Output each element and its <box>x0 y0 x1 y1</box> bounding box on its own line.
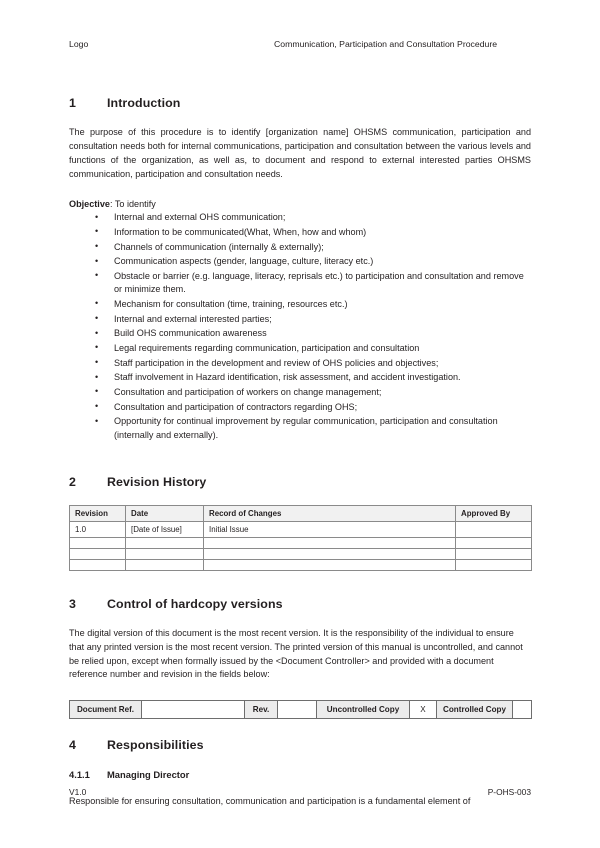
cell-controlled-copy-label: Controlled Copy <box>437 701 513 719</box>
list-item: • Internal and external OHS communication; <box>69 211 531 224</box>
cell-document-ref-value[interactable] <box>142 701 245 719</box>
document-header <box>69 0 531 49</box>
cell-approved-by <box>456 548 532 559</box>
table-row <box>70 521 532 537</box>
cell-approved-by <box>456 537 532 548</box>
heading-hardcopy-control <box>69 597 531 611</box>
logo-placeholder: Logo <box>69 39 89 49</box>
objective-label: Objective <box>69 198 110 209</box>
objective-text: : To identify <box>109 198 156 209</box>
list-item: • Legal requirements regarding communication, participation and consultation <box>69 342 531 355</box>
revision-history-table <box>69 505 532 571</box>
cell-approved-by <box>456 559 532 570</box>
heading-revision-history <box>69 475 531 489</box>
heading-hardcopy-control-number: 3 <box>69 596 76 611</box>
footer-doc-id: P-OHS-003 <box>487 787 531 797</box>
cell-record-of-changes <box>204 548 456 559</box>
list-item: • Information to be communicated(What, When, how and whom) <box>69 226 531 239</box>
heading-hardcopy-control-title: Control of hardcopy versions <box>107 596 283 611</box>
heading-managing-director <box>69 769 531 780</box>
heading-responsibilities-title: Responsibilities <box>107 738 204 753</box>
cell-approved-by <box>456 521 532 537</box>
cell-uncontrolled-copy-mark[interactable]: X <box>410 701 437 719</box>
hardcopy-control-paragraph: The digital version of this document is the most recent version. It is the responsibility of the individual to ensure that any printed version is the most recent version. The printed version of this manual is uncontrolled, and cannot be relied upon, except when formally issued by the <Document Controller> and provided with a document reference number and revision in the fields below: <box>69 627 523 680</box>
column-header-record-of-changes: Record of Changes <box>204 505 456 521</box>
heading-introduction-number: 1 <box>69 96 76 111</box>
objective-bullet-list <box>69 211 531 442</box>
table-row <box>70 559 532 570</box>
heading-responsibilities <box>69 738 531 752</box>
list-item: • Mechanism for consultation (time, training, resources etc.) <box>69 298 531 311</box>
table-row <box>70 701 532 719</box>
cell-rev-value[interactable] <box>278 701 317 719</box>
document-footer <box>69 787 531 797</box>
cell-document-ref-label: Document Ref. <box>70 701 142 719</box>
heading-introduction <box>69 96 531 110</box>
cell-record-of-changes <box>204 559 456 570</box>
cell-date: [Date of Issue] <box>126 521 204 537</box>
cell-date <box>126 548 204 559</box>
heading-revision-history-title: Revision History <box>107 474 207 489</box>
introduction-paragraph: The purpose of this procedure is to identify [organization name] OHSMS communication, participation and consultation needs both for internal communications, participation and consultation between the various levels and functions of the organization, as well as, to document and respond to external interested parties OHSMS communication, participation and consultation needs. <box>69 127 531 179</box>
footer-version: V1.0 <box>69 787 87 797</box>
cell-record-of-changes: Initial Issue <box>204 521 456 537</box>
column-header-revision: Revision <box>70 505 126 521</box>
cell-uncontrolled-copy-label: Uncontrolled Copy <box>317 701 410 719</box>
document-reference-table <box>69 700 532 719</box>
cell-date <box>126 537 204 548</box>
list-item: • Opportunity for continual improvement by regular communication, participation and consultation (internally and externally). <box>69 415 531 442</box>
list-item: • Staff involvement in Hazard identification, risk assessment, and accident investigation. <box>69 371 531 384</box>
cell-revision <box>70 559 126 570</box>
list-item: • Consultation and participation of contractors regarding OHS; <box>69 401 531 414</box>
objective-line <box>69 198 531 212</box>
cell-controlled-copy-mark[interactable] <box>513 701 532 719</box>
table-row <box>70 548 532 559</box>
heading-managing-director-title: Managing Director <box>107 769 190 781</box>
list-item: • Channels of communication (internally & externally); <box>69 241 531 254</box>
cell-revision <box>70 537 126 548</box>
heading-introduction-title: Introduction <box>107 96 181 111</box>
table-header-row <box>70 505 532 521</box>
header-title: Communication, Participation and Consultation Procedure <box>274 39 498 49</box>
cell-record-of-changes <box>204 537 456 548</box>
list-item: • Build OHS communication awareness <box>69 327 531 340</box>
column-header-date: Date <box>126 505 204 521</box>
list-item: • Obstacle or barrier (e.g. language, literacy, reprisals etc.) to participation and consultation and remove or minimize them. <box>69 270 531 297</box>
heading-revision-history-number: 2 <box>69 474 76 489</box>
list-item: • Staff participation in the development and review of OHS policies and objectives; <box>69 357 531 370</box>
heading-managing-director-number: 4.1.1 <box>69 769 90 781</box>
column-header-approved-by: Approved By <box>456 505 532 521</box>
list-item: • Internal and external interested parties; <box>69 313 531 326</box>
cell-date <box>126 559 204 570</box>
heading-responsibilities-number: 4 <box>69 738 76 753</box>
table-row <box>70 537 532 548</box>
list-item: • Communication aspects (gender, language, culture, literacy etc.) <box>69 255 531 268</box>
cell-revision: 1.0 <box>70 521 126 537</box>
cell-rev-label: Rev. <box>245 701 278 719</box>
cell-revision <box>70 548 126 559</box>
list-item: • Consultation and participation of workers on change management; <box>69 386 531 399</box>
responsibilities-paragraph: Responsible for ensuring consultation, communication and participation is a fundamental element of <box>69 796 471 807</box>
